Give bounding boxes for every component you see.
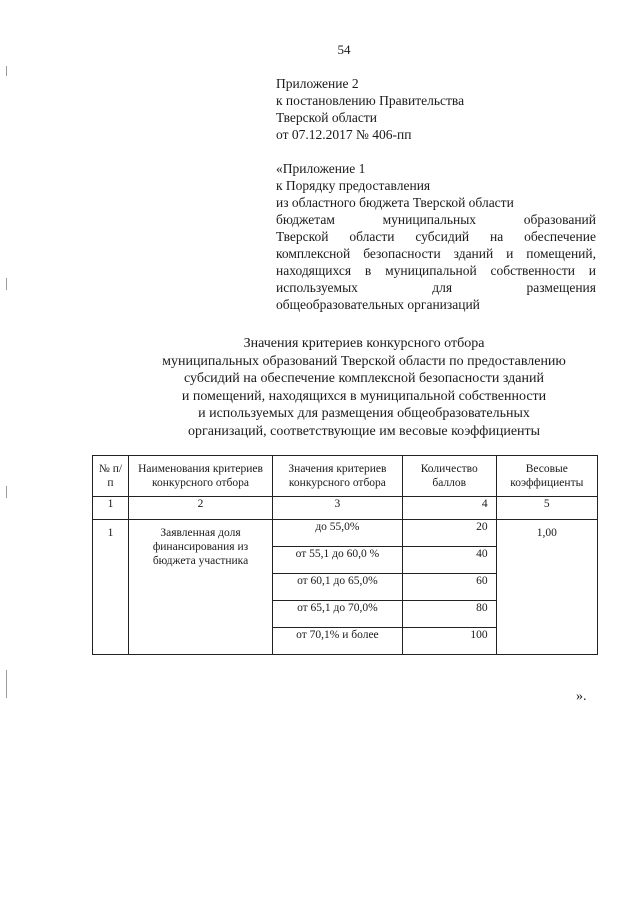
appendix-1-block (276, 160, 596, 313)
column-number: 1 (93, 497, 129, 520)
appendix-1-line: к Порядку предоставления (276, 178, 431, 193)
margin-mark (6, 670, 7, 698)
criterion-value: от 60,1 до 65,0% (273, 574, 403, 601)
margin-mark (6, 66, 7, 76)
row-index: 1 (93, 520, 129, 655)
header-name: Наименования критериев конкурсного отбора (129, 456, 273, 497)
appendix-1-line: общеобразовательных организаций (276, 297, 480, 312)
appendix-2-line: Приложение 2 (276, 76, 359, 91)
page-number: 54 (337, 42, 351, 57)
criterion-points: 100 (402, 628, 496, 655)
criterion-points: 40 (402, 547, 496, 574)
appendix-1-line: комплексной безопасности зданий и помещений, (276, 246, 596, 261)
table-header-row (93, 456, 598, 497)
column-number: 4 (402, 497, 496, 520)
appendix-2-line: к постановлению Правительства (276, 93, 465, 108)
appendix-1-line: Тверской области субсидий на обеспечение (276, 229, 596, 244)
header-index: № п/п (93, 456, 129, 497)
criterion-points: 80 (402, 601, 496, 628)
heading-line: и используемых для размещения общеобразовательных (198, 406, 530, 421)
margin-mark (6, 278, 7, 290)
appendix-2-line: Тверской области (276, 110, 377, 125)
criterion-points: 60 (402, 574, 496, 601)
header-points: Количество баллов (402, 456, 496, 497)
appendix-1-line: из областного бюджета Тверской области (276, 195, 514, 210)
heading-line: организаций, соответствующие им весовые коэффициенты (187, 423, 541, 439)
column-number: 2 (129, 497, 273, 520)
appendix-1-line: используемых для размещения (276, 280, 596, 295)
table-row (93, 520, 598, 547)
closing-quote: ». (576, 689, 587, 704)
heading-line: субсидий на обеспечение комплексной безопасности зданий (184, 371, 544, 386)
appendix-1-line: бюджетам муниципальных образований (276, 212, 596, 227)
criterion-value: до 55,0% (273, 520, 403, 547)
criterion-points: 20 (402, 520, 496, 547)
heading-line: и помещений, находящихся в муниципальной собственности (181, 388, 547, 404)
appendix-1-line: «Приложение 1 (276, 161, 366, 176)
criterion-value: от 55,1 до 60,0 % (273, 547, 403, 574)
column-number: 5 (496, 497, 597, 520)
margin-mark (6, 486, 7, 498)
criteria-table (92, 455, 598, 655)
column-number: 3 (273, 497, 403, 520)
document-heading (120, 335, 608, 440)
heading-line: Значения критериев конкурсного отбора (243, 336, 485, 351)
criterion-value: от 65,1 до 70,0% (273, 601, 403, 628)
appendix-2-block (276, 75, 596, 143)
heading-line: муниципальных образований Тверской области по предоставлению (162, 353, 566, 369)
criterion-value: от 70,1% и более (273, 628, 403, 655)
criterion-weight: 1,00 (496, 520, 597, 655)
column-number-row (93, 497, 598, 520)
header-weights: Весовые коэффициенты (496, 456, 597, 497)
criterion-name: Заявленная доля финансирования из бюджета участника (129, 520, 273, 655)
header-values: Значения критериев конкурсного отбора (273, 456, 403, 497)
appendix-2-line: от 07.12.2017 № 406-пп (276, 127, 412, 142)
appendix-1-line: находящихся в муниципальной собственности и (276, 263, 596, 278)
